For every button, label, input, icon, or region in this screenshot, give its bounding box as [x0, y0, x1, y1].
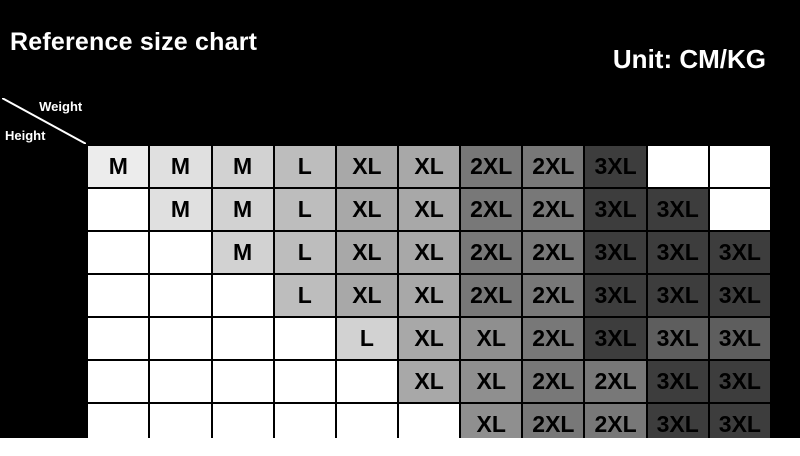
- chart-header: [0, 0, 800, 96]
- size-cell: 2XL: [522, 360, 584, 403]
- size-cell: XL: [398, 317, 460, 360]
- height-header-175: 175: [1, 231, 87, 274]
- size-cell: 2XL: [522, 231, 584, 274]
- weight-header-85: 85: [460, 97, 522, 145]
- size-cell: 3XL: [647, 231, 709, 274]
- weight-header-80: 80: [398, 97, 460, 145]
- size-cell: L: [274, 274, 336, 317]
- size-cell: XL: [398, 145, 460, 188]
- table-row: [1, 231, 771, 274]
- size-cell: [149, 317, 211, 360]
- size-table-wrapper: [0, 96, 800, 447]
- weight-header-60: 60: [149, 97, 211, 145]
- table-row: [1, 274, 771, 317]
- size-cell: 3XL: [584, 317, 646, 360]
- weight-axis-label: Weight: [39, 99, 83, 114]
- size-cell: 3XL: [647, 188, 709, 231]
- size-cell: M: [149, 145, 211, 188]
- size-cell: 2XL: [584, 360, 646, 403]
- size-cell: [87, 317, 149, 360]
- size-cell: 2XL: [522, 403, 584, 446]
- size-cell: 2XL: [460, 231, 522, 274]
- table-row: [1, 317, 771, 360]
- size-cell: M: [212, 145, 274, 188]
- size-cell: 3XL: [584, 188, 646, 231]
- size-cell: 3XL: [647, 317, 709, 360]
- table-row: [1, 188, 771, 231]
- size-cell: 2XL: [460, 145, 522, 188]
- size-cell: 2XL: [522, 317, 584, 360]
- height-header-195: 195: [1, 403, 87, 446]
- size-cell: 2XL: [522, 145, 584, 188]
- size-cell: XL: [336, 188, 398, 231]
- height-header-165: 165: [1, 145, 87, 188]
- size-cell: XL: [336, 274, 398, 317]
- size-cell: M: [212, 188, 274, 231]
- height-header-190: 190: [1, 360, 87, 403]
- size-cell: 2XL: [460, 188, 522, 231]
- weight-header-105: 105: [709, 97, 771, 145]
- size-cell: M: [212, 231, 274, 274]
- size-cell: L: [274, 145, 336, 188]
- size-cell: [212, 317, 274, 360]
- size-cell: 3XL: [709, 317, 771, 360]
- size-cell: 3XL: [647, 360, 709, 403]
- size-cell: XL: [398, 274, 460, 317]
- table-header-row: [1, 97, 771, 145]
- table-body: [1, 145, 771, 446]
- axis-corner-cell: [1, 97, 87, 145]
- page-title: Reference size chart: [10, 28, 258, 56]
- size-cell: [274, 317, 336, 360]
- table-row: [1, 360, 771, 403]
- size-cell: 2XL: [584, 403, 646, 446]
- size-cell: XL: [460, 403, 522, 446]
- size-cell: L: [274, 231, 336, 274]
- size-cell: 3XL: [709, 360, 771, 403]
- size-cell: [87, 274, 149, 317]
- size-cell: 3XL: [647, 274, 709, 317]
- table-head: [1, 97, 771, 145]
- weight-header-75: 75: [336, 97, 398, 145]
- size-table: [0, 96, 772, 447]
- size-cell: 3XL: [647, 403, 709, 446]
- size-cell: 3XL: [584, 231, 646, 274]
- size-cell: M: [87, 145, 149, 188]
- size-cell: [274, 360, 336, 403]
- footer-strip: [0, 438, 800, 456]
- size-cell: XL: [398, 360, 460, 403]
- size-cell: [149, 231, 211, 274]
- size-cell: 3XL: [584, 145, 646, 188]
- size-cell: [647, 145, 709, 188]
- size-cell: XL: [460, 360, 522, 403]
- size-cell: [149, 274, 211, 317]
- size-cell: 3XL: [709, 274, 771, 317]
- weight-header-90: 90: [522, 97, 584, 145]
- size-cell: [87, 231, 149, 274]
- size-cell: 3XL: [709, 403, 771, 446]
- size-cell: XL: [398, 231, 460, 274]
- size-cell: [709, 145, 771, 188]
- table-row: [1, 145, 771, 188]
- size-cell: 2XL: [522, 188, 584, 231]
- weight-header-55: 55: [87, 97, 149, 145]
- weight-header-70: 70: [274, 97, 336, 145]
- size-cell: [149, 360, 211, 403]
- weight-header-100: 100: [647, 97, 709, 145]
- size-cell: XL: [336, 145, 398, 188]
- height-header-180: 180: [1, 274, 87, 317]
- size-cell: L: [274, 188, 336, 231]
- size-cell: 2XL: [522, 274, 584, 317]
- height-header-185: 185: [1, 317, 87, 360]
- size-cell: [709, 188, 771, 231]
- height-axis-label: Height: [5, 128, 46, 143]
- size-cell: [336, 360, 398, 403]
- size-cell: L: [336, 317, 398, 360]
- size-cell: [212, 274, 274, 317]
- height-header-170: 170: [1, 188, 87, 231]
- size-cell: 3XL: [709, 231, 771, 274]
- size-cell: XL: [460, 317, 522, 360]
- size-cell: XL: [398, 188, 460, 231]
- size-cell: [87, 188, 149, 231]
- weight-header-95: 95: [584, 97, 646, 145]
- size-cell: XL: [336, 231, 398, 274]
- size-cell: 3XL: [584, 274, 646, 317]
- size-cell: 2XL: [460, 274, 522, 317]
- weight-header-65: 65: [212, 97, 274, 145]
- size-cell: [87, 360, 149, 403]
- size-cell: M: [149, 188, 211, 231]
- unit-label: Unit: CM/KG: [612, 44, 766, 74]
- size-cell: [212, 360, 274, 403]
